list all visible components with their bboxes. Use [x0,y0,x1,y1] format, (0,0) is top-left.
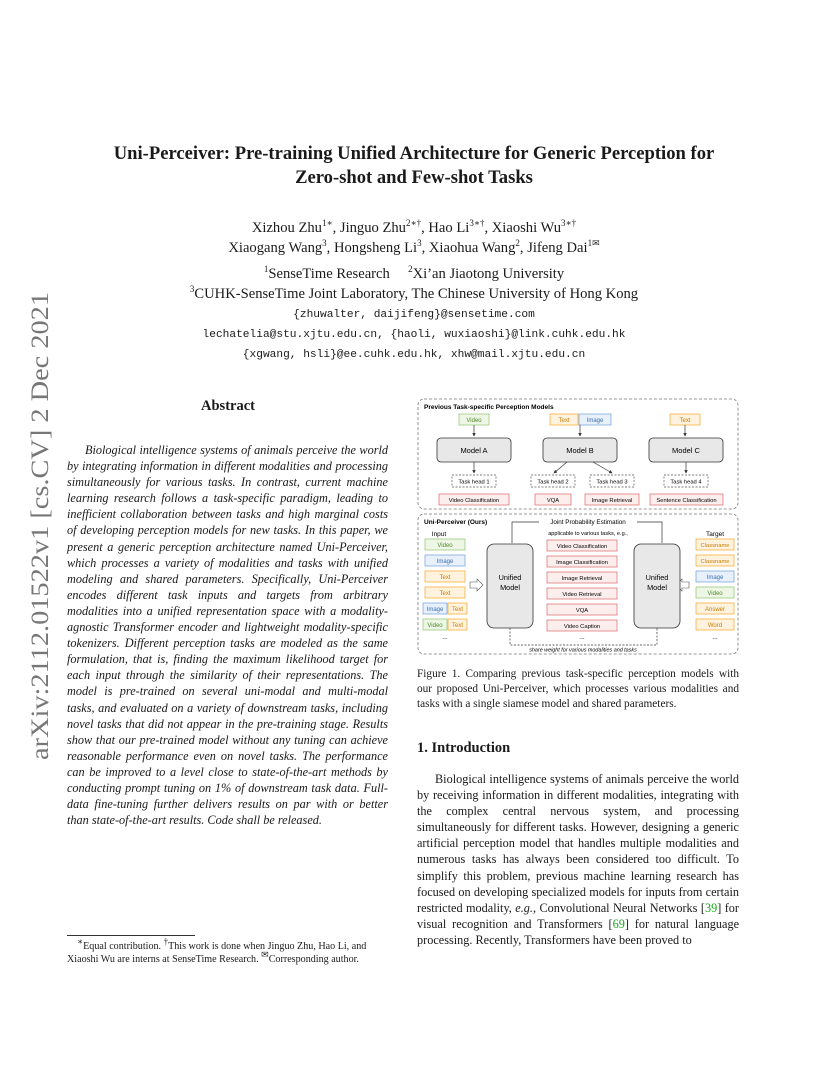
input-chip-label: Text [679,418,691,424]
task-head-label: Task head 1 [458,479,490,486]
jpe-label: Joint Probability Estimation [550,519,626,526]
input-chip-label: Text [439,575,451,581]
model-b-label: Model B [566,446,594,455]
author-affil-mark: 2∗† [405,218,422,229]
footnote-text: Corresponding author. [268,954,359,965]
input-chip-label: Image [586,418,604,424]
introduction-heading: 1. Introduction [417,740,511,756]
applicable-label: applicable to various tasks, e.g., [548,531,628,537]
email-line-2: lechatelia@stu.xjtu.edu.cn, {haoli, wuxiaoshi}@link.cuhk.edu.hk [202,329,626,341]
figure-1-diagram [417,398,739,656]
task-head-label: Task head 4 [670,479,702,486]
figure-1-caption: Figure 1. Comparing previous task-specific perception models with our proposed Uni-Perceiver, which processes various modalities and tasks with a single siamese model and shared parameters. [417,668,739,710]
target-chip-label: Answer [704,607,726,613]
input-chip-label: Image [426,607,444,613]
intro-eg: e.g. [515,900,533,915]
task-chip-label: Image Retrieval [561,576,603,582]
intro-text: ] for natural language processing. Recently, Transformers have been proved to [417,916,740,947]
target-chip-label: Video [707,591,723,597]
affil-mark: 2 [408,264,413,275]
paper-title-line-2: Zero-shot and Few-shot Tasks [295,167,533,188]
input-chip-label: Text [558,418,570,424]
target-chip-label: Classname [700,543,730,549]
task-head-label: Task head 3 [596,479,628,486]
input-column-label: Input [431,531,447,538]
abstract-heading: Abstract [201,398,255,414]
arxiv-identifier-stamp [20,290,56,760]
footnote-mark: † [163,936,169,947]
intro-text: ] for visual recognition and Transformers [ [417,900,739,931]
input-chip-label: Text [451,623,464,629]
author-line-1: Xizhou Zhu$^{1∗}$, Jinguo Zhu$^{2∗\dagger}$, Hao $Li^{3∗\dagger}$, Xiaoshi $Wu^{3∗\dagger}$ [251,218,577,236]
abstract-body [67,442,388,828]
footnote-mark: ✉ [261,949,269,960]
introduction-body [417,771,739,948]
model-c-label: Model C [672,446,700,455]
flow-arrow [554,462,567,473]
unified-model-label: Model [647,583,667,592]
paper-title-line-1: Uni-Perceiver: Pre-training Unified Architecture for Generic Perception for [113,143,715,164]
footnote-rule [67,935,195,936]
author-affil-mark: 3 [417,238,422,249]
footnote-text: Equal contribution. [83,941,164,952]
affil-mark: 3 [189,284,195,295]
footnote-text: This work is done when Jinguo Zhu, Hao Li, and Xiaoshi Wu are interns at SenseTime Research. [67,941,367,965]
ellipsis: ... [712,634,718,641]
task-chip-label: VQA [575,608,589,614]
task-chip-label: Sentence Classification [656,498,717,504]
affiliation-line-2 [60,284,768,304]
author-affil-mark: 3 [322,238,327,249]
jpe-connector [637,522,662,543]
author-name: Jifeng Dai [527,240,588,256]
affiliation-xjtu: Xi’an Jiaotong University [412,266,565,282]
input-chip-label: Video [437,543,453,549]
task-chip-label: Image Classification [556,560,608,566]
author-affil-mark: 1✉ [587,238,600,249]
author-line-2: Xiaogang Wang$^3$, Hongsheng Li$^3$, Xiaohua Wang$^2$, Jifeng Dai$^{1✉}$ [228,238,600,256]
ellipsis: ... [442,634,448,641]
email-list [60,305,768,365]
unified-model-label: Model [500,583,520,592]
target-chip-label: Image [706,575,724,581]
affiliation-sensetime: SenseTime Research [268,266,390,282]
input-chip-label: Video [427,623,443,629]
author-name: Xiaohua Wang [428,240,516,256]
intro-text: Biological intelligence systems of animals perceive the world by receiving information in different modalities, integrating with the complex central nervous system, and processing simultaneously for different tasks. However, designing a generic artificial perception model that handles multiple modalities and numerous tasks has always been considered too difficult. To simplify this problem, previous machine learning research has focused on developing specialized models for inputs from certain restricted modality, [417,772,739,915]
task-chip-label: Video Classification [448,498,500,504]
author-affil-mark: 1∗ [321,218,333,229]
input-chip-label: Image [436,559,454,565]
email-line-3: {xgwang, hsli}@ee.cuhk.edu.hk, xhw@mail.xjtu.edu.cn [242,349,586,361]
target-chip-label: Classname [700,559,730,565]
task-chip-label: Video Classification [556,544,608,550]
input-chip-label: Text [451,607,464,613]
author-name: Jinguo Zhu [339,220,406,236]
citation-link[interactable]: 39 [704,900,718,915]
footnote [67,936,391,966]
target-chip-label: Word [707,623,723,629]
author-affil-mark: 3∗† [469,218,485,229]
task-chip-label: Image Retrieval [591,498,633,504]
unified-model-label: Unified [645,573,669,582]
citation-link[interactable]: 69 [612,916,625,931]
top-panel-title: Previous Task-specific Perception Models [424,404,554,411]
unified-model-label: Unified [498,573,522,582]
task-chip-label: Video Retrieval [562,592,602,598]
affil-mark: 1 [263,264,269,275]
ellipsis: ... [579,634,585,641]
author-name: Hao Li [428,220,470,236]
input-chip-label: Video [466,418,482,424]
task-head-label: Task head 2 [537,479,569,486]
model-a-label: Model A [460,446,488,455]
input-arrow-icon [470,579,483,591]
paper-title [60,142,768,190]
author-name: Xiaoshi Wu [491,220,562,236]
author-affil-mark: 2 [515,238,520,249]
affiliation-line-1 [60,264,768,284]
author-name: Hongsheng Li [333,240,418,256]
task-chip-label: VQA [546,498,560,504]
author-name: Xiaogang Wang [228,240,323,256]
bottom-panel-title: Uni-Perceiver (Ours) [424,519,488,526]
task-chip-label: Video Caption [563,624,601,630]
email-line-1: {zhuwalter, daijifeng}@sensetime.com [293,309,535,321]
input-chip-label: Text [439,591,451,597]
affiliation-cuhk: CUHK-SenseTime Joint Laboratory, The Chinese University of Hong Kong [194,286,639,302]
jpe-connector [512,522,539,543]
abstract-text: Biological intelligence systems of animals perceive the world by integrating information in different modalities and processing simultaneously for various tasks. In contrast, current machine learning research follows a task-specific paradigm, leading to inefficient collaboration between tasks and high marginal costs of developing perception models for new tasks. In this paper, we present a generic perception architecture named Uni-Perceiver, which processes a variety of modalities and tasks with unified modeling and shared parameters. Specifically, Uni-Perceiver encodes different task inputs and targets from arbitrary modalities into a unified representation space with a modality-agnostic Transformer encoder and lightweight modality-specific tokenizers. Different perception tasks are modeled as the same formulation, that is, finding the maximum likelihood target for each input through the similarity of their representations. The model is pre-trained on several uni-modal and multi-modal tasks, and evaluated on a variety of downstream tasks, including novel tasks that did not appear in the pre-training stage. Results show that our pre-trained model without any tuning can achieve reasonable performance even on novel tasks. The performance can be improved to a level close to state-of-the-art methods by conducting prompt tuning on 1% of downstream task data. Full-data fine-tuning further delivers results on par with or better than state-of-the-art results. Code shall be released. [67,443,388,828]
arxiv-identifier-text: arXiv:2112.01522v1 [cs.CV] 2 Dec 2021 [25,338,54,760]
footnote-mark: ∗ [77,936,84,947]
shared-weight-label: share weight for various modalities and tasks [529,647,637,654]
introduction-paragraph [417,771,739,948]
flow-arrow [593,462,612,473]
target-column-label: Target [705,531,725,538]
intro-text: , Convolutional Neural Networks [ [532,900,705,915]
author-name: Xizhou Zhu [251,220,322,236]
author-affil-mark: 3∗† [561,218,577,229]
author-list [60,218,768,304]
